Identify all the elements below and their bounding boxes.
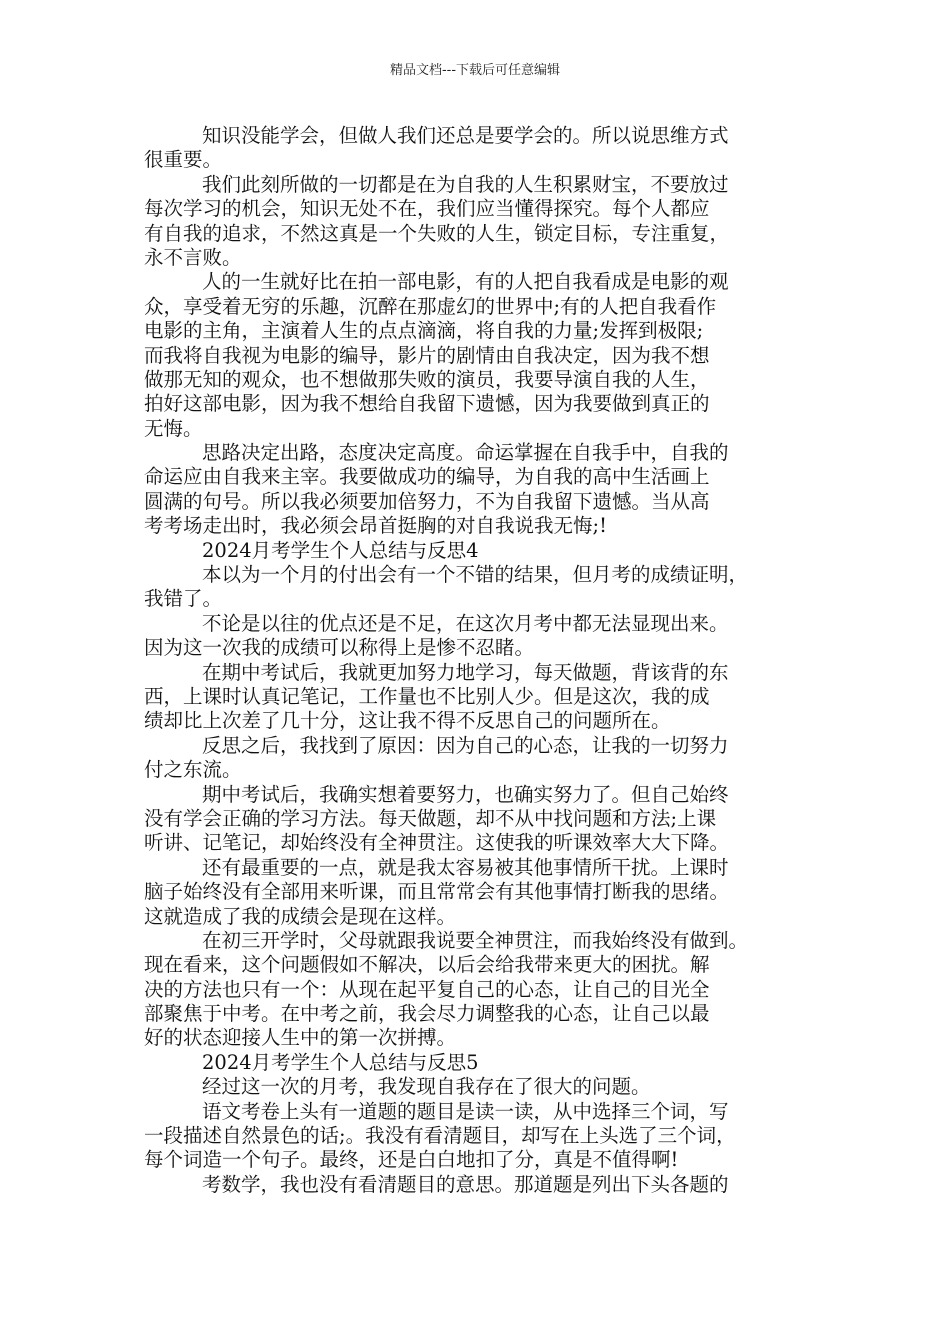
text-line: 电影的主角，主演着人生的点点滴滴，将自我的力量;发挥到极限; — [144, 319, 704, 343]
page-header: 精品文档---下载后可任意编辑 — [389, 63, 561, 78]
text-line: 还有最重要的一点，就是我太容易被其他事情所干扰。上课时 — [202, 855, 729, 879]
text-line: 脑子始终没有全部用来听课，而且常常会有其他事情打断我的思绪。 — [144, 880, 730, 904]
text-line: 期中考试后，我确实想着要努力，也确实努力了。但自己始终 — [202, 782, 729, 806]
text-line: 而我将自我视为电影的编导，影片的剧情由自我决定，因为我不想 — [144, 343, 710, 367]
text-line: 不论是以往的优点还是不足，在这次月考中都无法显现出来。 — [202, 611, 729, 635]
text-line: 反思之后，我找到了原因：因为自己的心态，让我的一切努力 — [202, 733, 729, 757]
text-line: 部聚焦于中考。在中考之前，我会尽力调整我的心态，让自己以最 — [144, 1002, 710, 1026]
text-line: 知识没能学会，但做人我们还总是要学会的。所以说思维方式 — [202, 124, 729, 147]
text-line: 听讲、记笔记，却始终没有全神贯注。这使我的听课效率大大下降。 — [144, 831, 730, 855]
text-line: 做那无知的观众，也不想做那失败的演员，我要导演自我的人生， — [144, 367, 710, 391]
text-line: 经过这一次的月考，我发现自我存在了很大的问题。 — [202, 1075, 651, 1099]
text-line: 付之东流。 — [144, 758, 242, 782]
text-line: 众，享受着无穷的乐趣，沉醉在那虚幻的世界中;有的人把自我看作 — [144, 294, 717, 318]
text-line: 考数学，我也没有看清题目的意思。那道题是列出下头各题的 — [202, 1172, 729, 1196]
text-line: 我错了。 — [144, 587, 223, 611]
text-line: 西，上课时认真记笔记，工作量也不比别人少。但是这次，我的成 — [144, 684, 710, 708]
text-line: 考考场走出时，我必须会昂首挺胸的对自我说我无悔;! — [144, 514, 607, 538]
text-line: 思路决定出路，态度决定高度。命运掌握在自我手中，自我的 — [202, 441, 729, 465]
document-body — [144, 124, 810, 1197]
text-line: 每次学习的机会，知识无处不在，我们应当懂得探究。每个人都应 — [144, 197, 710, 221]
text-line: 在初三开学时，父母就跟我说要全神贯注，而我始终没有做到。 — [202, 928, 749, 952]
text-line: 一段描述自然景色的话;。我没有看清题目，却写在上头选了三个词， — [144, 1124, 736, 1148]
text-line: 每个词造一个句子。最终，还是白白地扣了分，真是不值得啊! — [144, 1148, 679, 1172]
text-line: 圆满的句号。所以我必须要加倍努力，不为自我留下遗憾。当从高 — [144, 489, 710, 513]
text-line: 因为这一次我的成绩可以称得上是惨不忍睹。 — [144, 636, 535, 660]
text-line: 决的方法也只有一个：从现在起平复自己的心态，让自己的目光全 — [144, 977, 710, 1001]
text-line: 2024月考学生个人总结与反思4 — [202, 538, 479, 562]
text-line: 这就造成了我的成绩会是现在这样。 — [144, 904, 457, 928]
text-line: 命运应由自我来主宰。我要做成功的编导，为自我的高中生活画上 — [144, 465, 710, 489]
text-line: 没有学会正确的学习方法。每天做题，却不从中找问题和方法;上课 — [144, 806, 717, 830]
text-line: 语文考卷上头有一道题的题目是读一读，从中选择三个词，写 — [202, 1099, 729, 1123]
text-line: 在期中考试后，我就更加努力地学习，每天做题，背该背的东 — [202, 660, 729, 684]
text-line: 拍好这部电影，因为我不想给自我留下遗憾，因为我要做到真正的 — [144, 392, 710, 416]
text-line: 无悔。 — [144, 416, 203, 440]
text-line: 绩却比上次差了几十分，这让我不得不反思自己的问题所在。 — [144, 709, 671, 733]
text-line: 永不言败。 — [144, 245, 242, 269]
text-line: 现在看来，这个问题假如不解决，以后会给我带来更大的困扰。解 — [144, 953, 710, 977]
text-line: 我们此刻所做的一切都是在为自我的人生积累财宝，不要放过 — [202, 172, 729, 196]
text-line: 有自我的追求，不然这真是一个失败的人生，锁定目标，专注重复， — [144, 221, 730, 245]
text-line: 好的状态迎接人生中的第一次拼搏。 — [144, 1026, 457, 1050]
text-line: 本以为一个月的付出会有一个不错的结果，但月考的成绩证明， — [202, 563, 749, 587]
text-line: 人的一生就好比在拍一部电影，有的人把自我看成是电影的观 — [202, 270, 729, 294]
text-line: 2024月考学生个人总结与反思5 — [202, 1050, 479, 1074]
text-line: 很重要。 — [144, 148, 223, 172]
